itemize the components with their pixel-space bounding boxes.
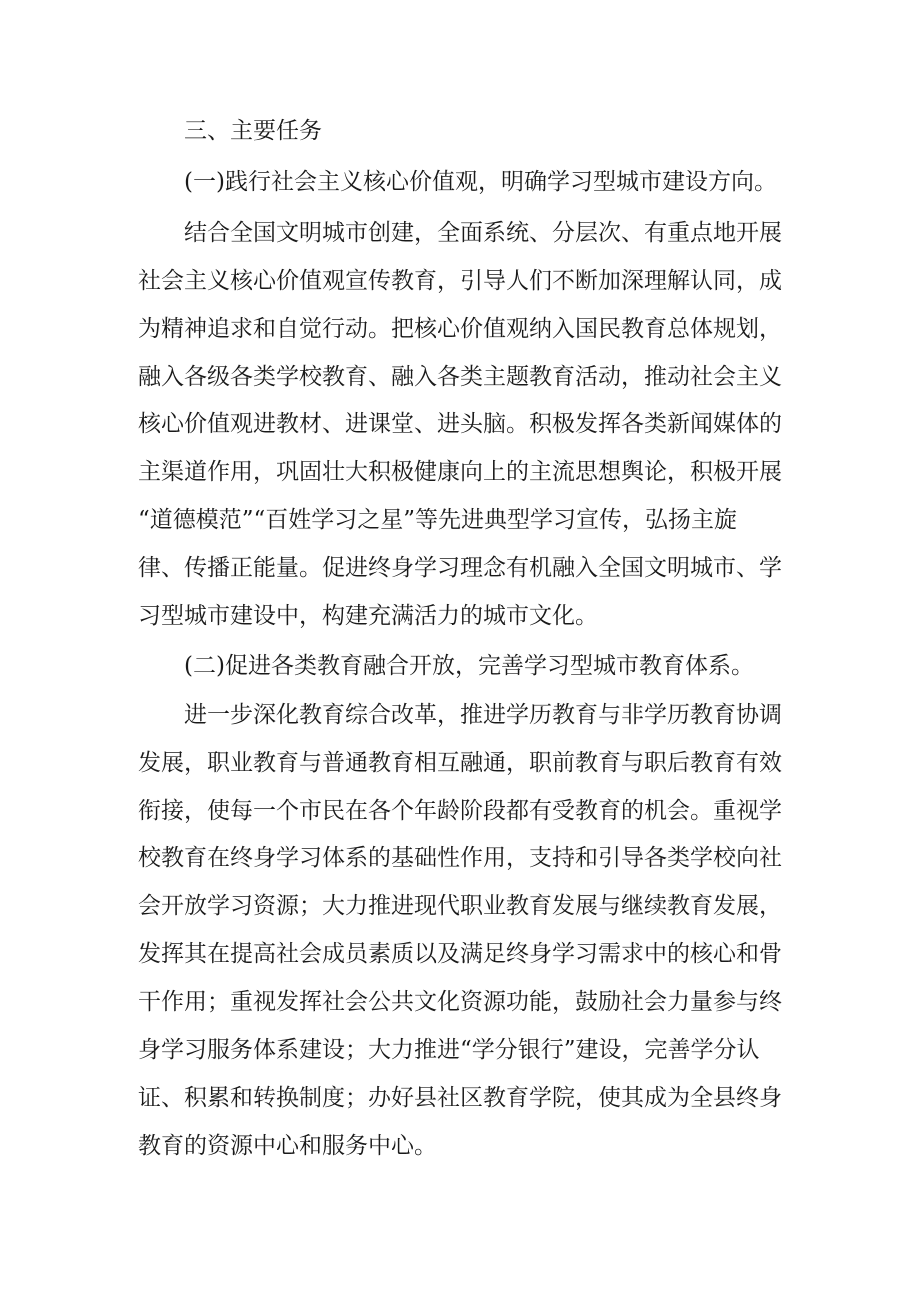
paragraph-2-line: 发展，职业教育与普通教育相互融通，职前教育与职后教育有效 — [138, 750, 782, 776]
subheading-2: (二)促进各类教育融合开放，完善学习型城市教育体系。 — [184, 653, 754, 679]
paragraph-2-line: 发挥其在提高社会成员素质以及满足终身学习需求中的核心和骨 — [138, 941, 782, 967]
paragraph-1-line: 核心价值观进教材、进课堂、进头脑。积极发挥各类新闻媒体的 — [138, 411, 782, 437]
subheading-1: (一)践行社会主义核心价值观，明确学习型城市建设方向。 — [184, 169, 777, 195]
paragraph-2-line: 身学习服务体系建设；大力推进“学分银行”建设，完善学分认 — [138, 1037, 760, 1063]
paragraph-2-line: 校教育在终身学习体系的基础性作用，支持和引导各类学校向社 — [138, 845, 782, 871]
paragraph-2-line: 会开放学习资源；大力推进现代职业教育发展与继续教育发展， — [138, 893, 782, 919]
paragraph-2-line: 干作用；重视发挥社会公共文化资源功能，鼓励社会力量参与终 — [138, 989, 782, 1015]
paragraph-2-line: 教育的资源中心和服务中心。 — [138, 1133, 437, 1159]
paragraph-1-line: “道德模范”“百姓学习之星”等先进典型学习宣传，弘扬主旋 — [138, 507, 738, 533]
section-heading: 三、主要任务 — [184, 118, 322, 144]
paragraph-1-line: 社会主义核心价值观宣传教育，引导人们不断加深理解认同，成 — [138, 268, 782, 294]
paragraph-1-line: 习型城市建设中，构建充满活力的城市文化。 — [138, 603, 598, 629]
paragraph-1-line: 结合全国文明城市创建，全面系统、分层次、有重点地开展 — [184, 220, 782, 246]
paragraph-1-line: 为精神追求和自觉行动。把核心价值观纳入国民教育总体规划， — [138, 316, 782, 342]
paragraph-2-line: 进一步深化教育综合改革，推进学历教育与非学历教育协调 — [184, 702, 782, 728]
paragraph-1-line: 律、传播正能量。促进终身学习理念有机融入全国文明城市、学 — [138, 555, 782, 581]
paragraph-1-line: 融入各级各类学校教育、融入各类主题教育活动，推动社会主义 — [138, 364, 782, 390]
paragraph-2-line: 证、积累和转换制度；办好县社区教育学院，使其成为全县终身 — [138, 1085, 782, 1111]
paragraph-1-line: 主渠道作用，巩固壮大积极健康向上的主流思想舆论，积极开展 — [138, 459, 782, 485]
paragraph-2-line: 衔接，使每一个市民在各个年龄阶段都有受教育的机会。重视学 — [138, 798, 782, 824]
